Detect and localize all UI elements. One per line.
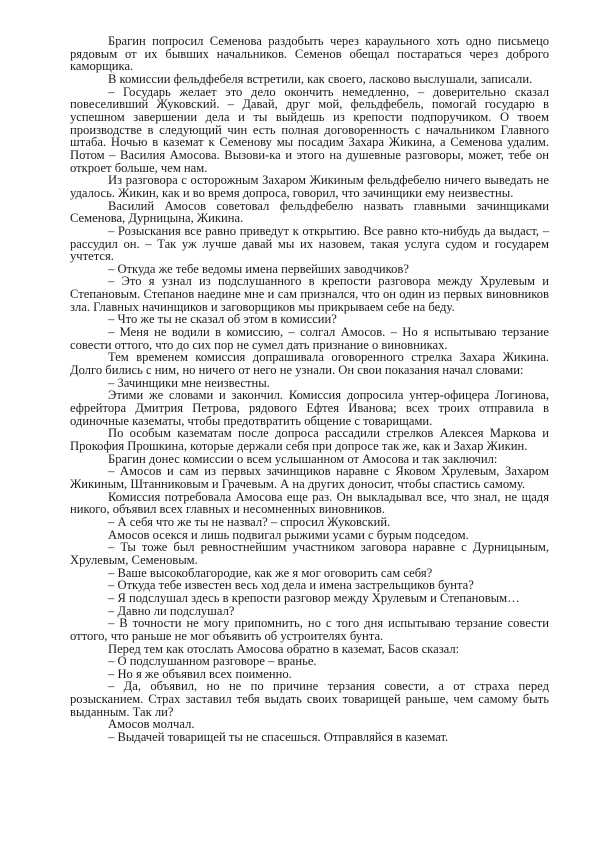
paragraph: Комиссия потребовала Амосова еще раз. Он выкладывал все, что знал, не щадя никого, объявил всех главных и несомненных виновников. <box>70 489 549 517</box>
paragraph: Брагин попросил Семенова раздобыть через караульного хоть одно письмецо рядовым от их бывших начальников. Семенов обещал постараться через доброго каморщика. <box>70 34 549 74</box>
paragraph: – В точности не могу припомнить, но с того дня испытываю терзание совести оттого, что раньше не мог объявить об устроителях бунта. <box>70 616 549 643</box>
paragraph: Тем временем комиссия допрашивала оговоренного стрелка Захара Жикина. Долго бились с ним, но ничего от него не узнали. Он свои показания начал словами: <box>70 350 549 378</box>
paragraph: – Ваше высокоблагородие, как же я мог оговорить сам себя? <box>108 565 433 580</box>
paragraph: – О подслушанном разговоре – вранье. <box>108 654 317 669</box>
paragraph: – Откуда же тебе ведомы имена первейших заводчиков? <box>108 261 409 276</box>
paragraph: Василий Амосов советовал фельдфебелю назвать главными зачинщиками Семенова, Дурницына, Жикина. <box>70 198 549 226</box>
paragraph: – Амосов и сам из первых зачинщиков наравне с Яковом Хрулевым, Захаром Жикиным, Штанниковым и Грачевым. А на других доносит, чтобы спастись самому. <box>70 464 549 491</box>
paragraph: – Но я же объявил всех поименно. <box>108 666 292 681</box>
paragraph: – Выдачей товарищей ты не спасешься. Отправляйся в каземат. <box>108 730 449 745</box>
paragraph: – Это я узнал из подслушанного в крепости разговора между Хрулевым и Степановым. Степанов наедине мне и сам признался, что он один из первых виновников зла. Главных начинщиков и заговорщиков мы прикрываем себе на беду. <box>70 274 549 314</box>
paragraph: Этими же словами и закончил. Комиссия допросила унтер-офицера Логинова, ефрейтора Дмитрия Петрова, рядового Ефтея Иванова; всех троих отправила в одиночные казематы, чтобы предотвратить общение с товарищами. <box>70 388 549 428</box>
paragraph: Перед тем как отослать Амосова обратно в каземат, Басов сказал: <box>108 641 460 656</box>
paragraph: – Что же ты не сказал об этом в комиссии? <box>108 312 337 327</box>
paragraph: – Ты тоже был ревностнейшим участником заговора наравне с Дурницыным, Хрулевым, Семеновым. <box>70 540 549 567</box>
paragraph: Амосов осекся и лишь подвигал рыжими усами с бурым подседом. <box>108 527 469 542</box>
paragraph: Амосов молчал. <box>108 717 195 732</box>
paragraph: – Давно ли подслушал? <box>108 603 235 618</box>
paragraph: По особым казематам после допроса рассадили стрелков Алексея Маркова и Прокофия Прошкина, которые держали себя при допросе так же, как и Захар Жикин. <box>70 426 549 453</box>
paragraph: – А себя что же ты не назвал? – спросил Жуковский. <box>108 514 391 529</box>
paragraph: – Меня не водили в комиссию, – солгал Амосов. – Но я испытываю терзание совести оттого, что до сих пор не сумел дать признание о виновниках. <box>70 325 549 352</box>
document-page <box>70 35 549 744</box>
paragraph: – Я подслушал здесь в крепости разговор между Хрулевым и Степановым… <box>108 590 520 605</box>
paragraph: В комиссии фельдфебеля встретили, как своего, ласково выслушали, записали. <box>108 71 533 86</box>
paragraph: Брагин донес комиссии о всем услышанном от Амосова и так заключил: <box>108 451 498 466</box>
paragraph: – Откуда тебе известен весь ход дела и имена застрельщиков бунта? <box>108 578 474 593</box>
paragraph: – Да, объявил, но не по причине терзания совести, а от страха перед розысканием. Страх заставил тебя выдать своих товарищей раньше, чем самому быть выданным. Так ли? <box>70 679 549 719</box>
paragraph: – Розыскания все равно приведут к открытию. Все равно кто-нибудь да выдаст, – рассудил он. – Так уж лучше давай мы их назовем, такая услуга судом и государем учтется. <box>70 223 549 264</box>
paragraph: – Государь желает это дело окончить немедленно, – доверительно сказал повеселивший Жуковский. – Давай, друг мой, фельдфебель, помогай государю в успешном завершении дела и ты выйдешь из крепости подпоручиком. О твоем производстве в следующий чин есть полная договоренность с начальником Главного штаба. Ночью в каземат к Семенову мы посадим Захара Жикина, а Семенова удалим. Потом – Василия Амосова. Вызови-ка и этого на душевные разговоры, может, тебе он откроет больше, чем нам. <box>70 84 549 175</box>
paragraph: – Зачинщики мне неизвестны. <box>108 375 270 390</box>
paragraph: Из разговора с осторожным Захаром Жикиным фельдфебелю ничего выведать не удалось. Жикин, как и во время допроса, говорил, что зачинщики ему неизвестны. <box>70 173 549 200</box>
